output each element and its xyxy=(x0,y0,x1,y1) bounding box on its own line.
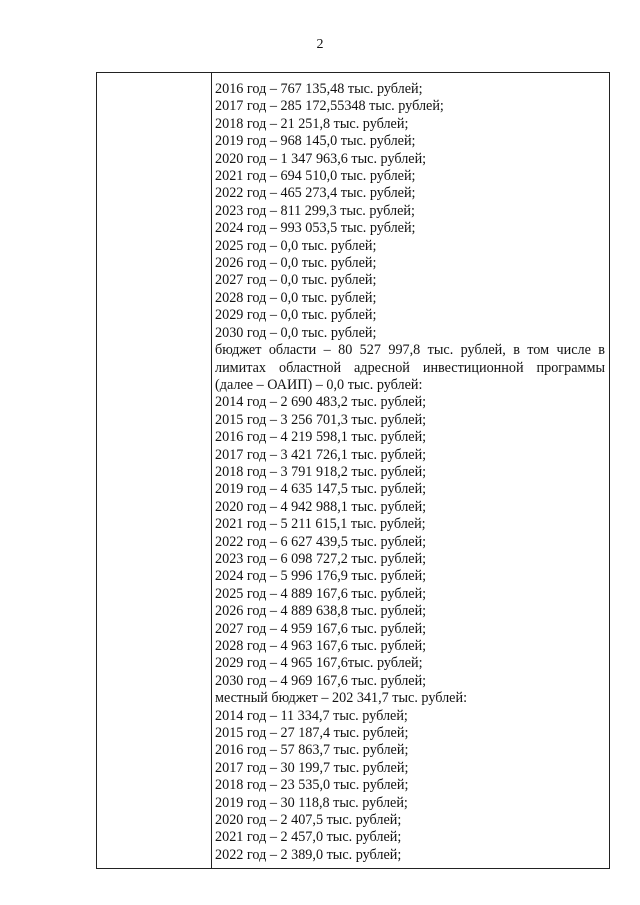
budget-year-line: 2026 год – 4 889 638,8 тыс. рублей; xyxy=(215,603,427,620)
federal-years-list xyxy=(215,81,605,342)
budget-year-line: 2017 год – 285 172,55348 тыс. рублей; xyxy=(215,98,444,115)
budget-year-line: 2015 год – 3 256 701,3 тыс. рублей; xyxy=(215,411,427,428)
budget-year-line: 2029 год – 4 965 167,6тыс. рублей; xyxy=(215,655,423,672)
budget-year-line: 2029 год – 0,0 тыс. рублей; xyxy=(215,307,377,324)
regional-budget-paragraph: бюджет области – 80 527 997,8 тыс. рублей, в том числе в лимитах областной адресной инвестиционной программы (далее – ОАИП) – 0,0 тыс. рублей: xyxy=(215,342,605,393)
budget-year-line: 2018 год – 3 791 918,2 тыс. рублей; xyxy=(215,463,427,480)
budget-year-line: 2014 год – 11 334,7 тыс. рублей; xyxy=(215,707,408,724)
budget-year-line: 2022 год – 2 389,0 тыс. рублей; xyxy=(215,846,402,863)
budget-year-line: 2021 год – 5 211 615,1 тыс. рублей; xyxy=(215,516,426,533)
budget-year-line: 2021 год – 2 457,0 тыс. рублей; xyxy=(215,829,402,846)
budget-year-line: 2025 год – 0,0 тыс. рублей; xyxy=(215,237,377,254)
budget-year-line: 2020 год – 4 942 988,1 тыс. рублей; xyxy=(215,498,427,515)
budget-year-line: 2020 год – 1 347 963,6 тыс. рублей; xyxy=(215,150,427,167)
budget-year-line: 2030 год – 0,0 тыс. рублей; xyxy=(215,324,377,341)
funding-content xyxy=(215,81,605,864)
budget-year-line: 2023 год – 811 299,3 тыс. рублей; xyxy=(215,202,415,219)
budget-year-line: 2018 год – 21 251,8 тыс. рублей; xyxy=(215,115,409,132)
budget-table xyxy=(96,72,610,869)
page-number: 2 xyxy=(316,37,324,52)
budget-year-line: 2018 год – 23 535,0 тыс. рублей; xyxy=(215,777,409,794)
budget-year-line: 2017 год – 3 421 726,1 тыс. рублей; xyxy=(215,446,427,463)
budget-year-line: 2028 год – 4 963 167,6 тыс. рублей; xyxy=(215,638,427,654)
local-budget-heading: местный бюджет – 202 341,7 тыс. рублей: xyxy=(215,690,468,707)
budget-year-line: 2024 год – 5 996 176,9 тыс. рублей; xyxy=(215,568,427,585)
budget-year-line: 2016 год – 57 863,7 тыс. рублей; xyxy=(215,742,409,759)
budget-year-line: 2030 год – 4 969 167,6 тыс. рублей; xyxy=(215,672,427,689)
regional-years-list xyxy=(215,394,605,690)
budget-year-line: 2025 год – 4 889 167,6 тыс. рублей; xyxy=(215,585,427,602)
budget-year-line: 2027 год – 0,0 тыс. рублей; xyxy=(215,272,377,289)
budget-year-line: 2014 год – 2 690 483,2 тыс. рублей; xyxy=(215,394,427,411)
column-divider xyxy=(211,73,212,868)
budget-year-line: 2027 год – 4 959 167,6 тыс. рублей; xyxy=(215,620,427,637)
budget-year-line: 2019 год – 968 145,0 тыс. рублей; xyxy=(215,133,416,150)
budget-year-line: 2019 год – 4 635 147,5 тыс. рублей; xyxy=(215,481,427,498)
local-years-list xyxy=(215,708,605,865)
budget-year-line: 2017 год – 30 199,7 тыс. рублей; xyxy=(215,759,409,776)
budget-year-line: 2028 год – 0,0 тыс. рублей; xyxy=(215,289,377,306)
budget-year-line: 2026 год – 0,0 тыс. рублей; xyxy=(215,255,377,272)
budget-year-line: 2022 год – 465 273,4 тыс. рублей; xyxy=(215,185,416,202)
budget-year-line: 2022 год – 6 627 439,5 тыс. рублей; xyxy=(215,533,427,550)
budget-year-line: 2020 год – 2 407,5 тыс. рублей; xyxy=(215,812,402,829)
budget-year-line: 2019 год – 30 118,8 тыс. рублей; xyxy=(215,794,408,811)
budget-year-line: 2023 год – 6 098 727,2 тыс. рублей; xyxy=(215,550,427,567)
budget-year-line: 2016 год – 4 219 598,1 тыс. рублей; xyxy=(215,429,427,446)
budget-year-line: 2021 год – 694 510,0 тыс. рублей; xyxy=(215,168,416,185)
budget-year-line: 2015 год – 27 187,4 тыс. рублей; xyxy=(215,725,409,742)
budget-year-line: 2016 год – 767 135,48 тыс. рублей; xyxy=(215,81,423,97)
budget-year-line: 2024 год – 993 053,5 тыс. рублей; xyxy=(215,220,416,237)
